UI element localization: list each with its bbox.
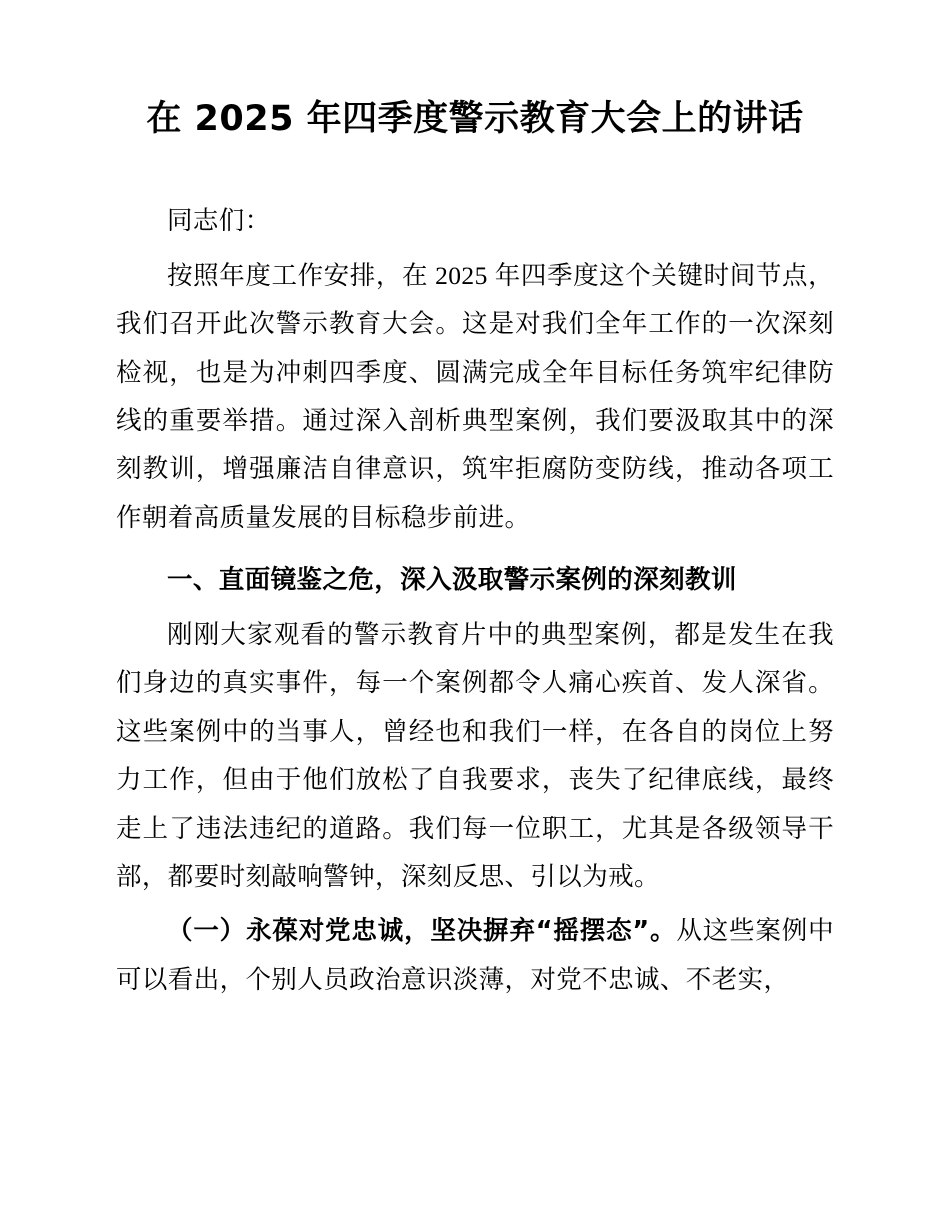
subsection-text-1: 从这些案例中可以看出，个别人员政治意识淡薄，对党不忠诚、不老实， — [116, 916, 834, 994]
page-title: 在 2025 年四季度警示教育大会上的讲话 — [146, 99, 804, 139]
body-paragraph-1: 按照年度工作安排，在 2025 年四季度这个关键时间节点，我们召开此次警示教育大会。这是对我们全年工作的一次深刻检视，也是为冲刺四季度、圆满完成全年目标任务筑牢纪律防线的重要举措。通过深入剖析典型案例，我们要汲取其中的深刻教训，增强廉洁自律意识，筑牢拒腐防变防线，推动各项工作朝着高质量发展的目标稳步前进。 — [116, 260, 834, 532]
section-heading-1: 一、直面镜鉴之危，深入汲取警示案例的深刻教训 — [167, 565, 737, 596]
body-paragraph-3 — [116, 907, 834, 1004]
body-paragraph-2: 刚刚大家观看的警示教育片中的典型案例，都是发生在我们身边的真实事件，每一个案例都令人痛心疾首、发人深省。这些案例中的当事人，曾经也和我们一样，在各自的岗位上努力工作，但由于他们放松了自我要求，丧失了纪律底线，最终走上了违法违纪的道路。我们每一位职工，尤其是各级领导干部，都要时刻敲响警钟，深刻反思、引以为戒。 — [116, 619, 834, 891]
subsection-lead-1: （一）永葆对党忠诚，坚决摒弃“摇摆态”。 — [167, 916, 677, 947]
salutation-line: 同志们： — [167, 206, 271, 236]
